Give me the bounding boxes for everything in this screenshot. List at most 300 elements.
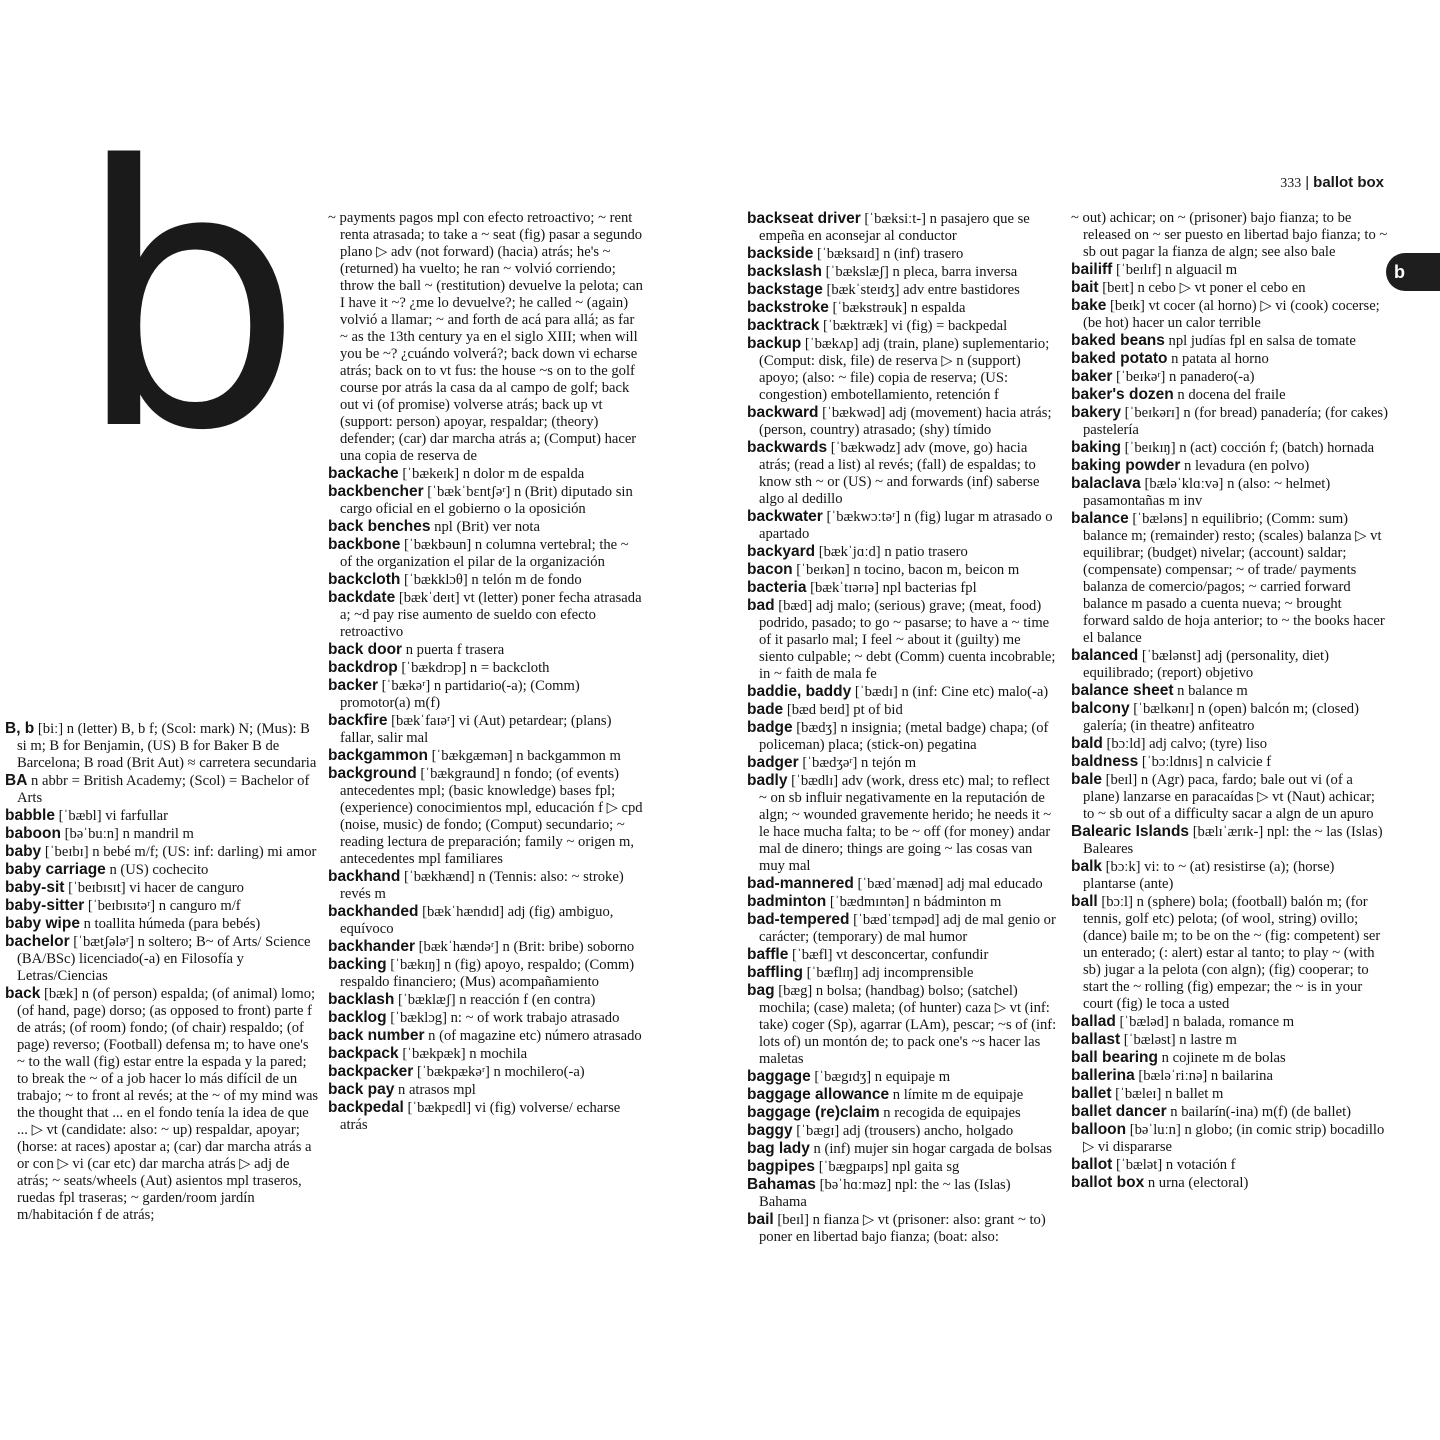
headword: backfire (328, 712, 388, 729)
dictionary-entry (747, 561, 1059, 579)
headword: bad-mannered (747, 875, 854, 892)
definition: [bɔːk] vi: to ~ (at) resistirse (a); (horse) plantarse (ante) (1083, 859, 1335, 892)
definition: [bækˈhændɪd] adj (fig) ambiguo, equívoco (340, 904, 614, 937)
definition: n recogida de equipajes (879, 1105, 1021, 1121)
headword: backseat driver (747, 210, 861, 227)
definition: [ˈbeɪbɪ] n bebé m/f; (US: inf: darling) mi amor (41, 844, 317, 860)
headword: baker's dozen (1071, 386, 1174, 403)
headword: backward (747, 404, 819, 421)
dictionary-entry (1071, 350, 1389, 368)
dictionary-entry (1071, 1085, 1389, 1103)
definition: [ˈbæklæʃ] n reacción f (en contra) (394, 992, 596, 1008)
definition: [ˈbæktræk] vi (fig) = backpedal (819, 318, 1008, 334)
dictionary-entry (747, 245, 1059, 263)
column-2 (328, 210, 644, 1134)
definition: [ˈbæbl] vi farfullar (54, 808, 169, 824)
definition: [ˈbækʌp] adj (train, plane) suplementario; (Comput: disk, file) de reserva ▷ n (support) apoyo; (also: ~ file) copia de reserva; (US: congestion) embotellamiento, retención f (759, 336, 1050, 403)
dictionary-entry (747, 508, 1059, 543)
dictionary-entry (328, 903, 644, 938)
definition: [ˈbædmɪntən] n bádminton m (826, 894, 1002, 910)
headword: bachelor (5, 933, 70, 950)
headword: backhand (328, 868, 401, 885)
definition: [ˈbeɪbɪsɪt] vi hacer de canguro (64, 880, 244, 896)
headword: back benches (328, 518, 431, 535)
headword: baddie, baddy (747, 683, 852, 700)
definition: [ˈbæklɔg] n: ~ of work trabajo atrasado (386, 1010, 620, 1026)
definition: [ˈbækˈbɛntʃəʳ] n (Brit) diputado sin cargo oficial en el gobierno o la oposición (340, 484, 633, 517)
headword: badger (747, 754, 799, 771)
dictionary-entry (328, 747, 644, 765)
headword: bakery (1071, 404, 1121, 421)
headword: baby-sitter (5, 897, 85, 914)
dictionary-entry (1071, 858, 1389, 893)
definition: n (US) cochecito (105, 862, 209, 878)
definition: n (of magazine etc) número atrasado (424, 1028, 642, 1044)
dictionary-entry (1071, 1067, 1389, 1085)
definition: [beɪt] n cebo ▷ vt poner el cebo en (1098, 280, 1306, 296)
headword: ballast (1071, 1031, 1121, 1048)
definition: [bæk] n (of person) espalda; (of animal) lomo; (of hand, page) dorso; (as opposed to front) parte f de atrás; (of room) fondo; (of chair) respaldo; (of page) reverso; (Football) defensa m; to have one's ~ to the wall (fig) estar entre la espada y la pared; to break the ~ of a job hacer lo más difícil de un trabajo; ~ to front al revés; at the ~ of my mind was the thought that ... en el fondo tenía la idea de que ... ▷ vt (candidate: also: ~ up) respaldar, apoyar; (horse: at races) apostar a; (car) dar marcha atrás a or con ▷ vi (car etc) dar marcha atrás ▷ adj de atrás; ~ seats/wheels (Aut) asientos mpl traseros, ruedas fpl traseras; ~ garden/room jardín m/habitación f de atrás; (17, 986, 319, 1223)
dictionary-entry (1071, 210, 1389, 261)
definition: [ˈbækklɔθ] n telón m de fondo (400, 572, 582, 588)
dictionary-entry (328, 868, 644, 903)
dictionary-entry (747, 701, 1059, 719)
dictionary-entry (747, 1140, 1059, 1158)
definition: [bəˈhɑːməz] npl: the ~ las (Islas) Bahama (759, 1177, 1011, 1210)
headword: bacteria (747, 579, 807, 596)
headword: bagpipes (747, 1158, 816, 1175)
headword: B, b (5, 720, 35, 737)
dictionary-entry (747, 263, 1059, 281)
definition: [ˈbækwəd] adj (movement) hacia atrás; (person, country) atrasado; (shy) tímido (759, 405, 1052, 438)
definition: [ˈbæflɪŋ] adj incomprensible (802, 965, 974, 981)
headword: backstroke (747, 299, 829, 316)
dictionary-entry (5, 915, 319, 933)
dictionary-entry (328, 589, 644, 641)
definition: [ˈbæksaɪd] n (inf) trasero (813, 246, 964, 262)
dictionary-entry (747, 597, 1059, 683)
dictionary-entry (1071, 1031, 1389, 1049)
headword: ballot box (1071, 1174, 1145, 1191)
headword: ballerina (1071, 1067, 1135, 1084)
dictionary-entry (328, 677, 644, 712)
dictionary-entry (1071, 753, 1389, 771)
headword: bake (1071, 297, 1107, 314)
headword: ballad (1071, 1013, 1116, 1030)
definition: [ˈbædlɪ] adv (work, dress etc) mal; to reflect ~ on sb influir negativamente en la reputación de algn; ~ wounded gravemente herido; he needs it ~ le hace mucha falta; to be ~ off (for money) andar mal de dinero; things are going ~ las cosas van muy mal (759, 773, 1052, 874)
headword: ballet (1071, 1085, 1112, 1102)
definition: [ˈbædɪ] n (inf: Cine etc) malo(-a) (851, 684, 1049, 700)
definition: ~ payments pagos mpl con efecto retroactivo; ~ rent renta atrasada; to take a ~ seat (fig) pasar a segundo plano ▷ adv (not forward) (hacia) atrás; he's ~ (returned) ha vuelto; he ran ~ volvió corriendo; throw the ball ~ (restitution) devuelve la pelota; can I have it ~? ¿me lo devuelve?; he called ~ (again) volvió a llamar; ~ and forth de acá para allá; as far ~ as the 13th century ya en el siglo XIII; when will you be ~? ¿cuándo volverá?; back down vi echarse atrás; back on to vt fus: the house ~s on to the golf course por atrás la casa da al campo de golf; back out vi (of promise) volverse atrás; back up vt (support: person) apoyar, respaldar; (theory) defender; (car) dar marcha atrás a; (Comput) hacer una copia de reserva de (328, 210, 643, 464)
dictionary-entry (328, 536, 644, 571)
definition: [ˈbædʒəʳ] n tejón m (798, 755, 917, 771)
dictionary-entry (747, 772, 1059, 875)
definition: n urna (electoral) (1144, 1175, 1249, 1191)
definition: n atrasos mpl (394, 1082, 476, 1098)
dictionary-entry (1071, 297, 1389, 332)
definition: [bækˈjɑːd] n patio trasero (815, 544, 968, 560)
dictionary-entry (328, 956, 644, 991)
definition: npl (Brit) ver nota (430, 519, 540, 535)
headword: baked potato (1071, 350, 1168, 367)
dictionary-entry (328, 712, 644, 747)
definition: [ˈbeɪlɪf] n alguacil m (1112, 262, 1238, 278)
definition: [bækˈhændəʳ] n (Brit: bribe) soborno (415, 939, 635, 955)
definition: [ˈbædˈmænəd] adj mal educado (853, 876, 1043, 892)
definition: [ˈbækbəun] n columna vertebral; the ~ of the organization el pilar de la organización (340, 537, 629, 570)
headword: backstage (747, 281, 823, 298)
headword: backtrack (747, 317, 820, 334)
definition: [ˈbægɪ] adj (trousers) ancho, holgado (792, 1123, 1014, 1139)
definition: ~ out) achicar; on ~ (prisoner) bajo fianza; to be released on ~ ser puesto en libertad bajo fianza; to ~ sb out pagar la fianza de algn; see also bale (1071, 210, 1388, 260)
definition: [ˈbækstrəuk] n espalda (828, 300, 966, 316)
headword: backing (328, 956, 387, 973)
headword: balance sheet (1071, 682, 1174, 699)
dictionary-entry (5, 861, 319, 879)
dictionary-entry (1071, 1103, 1389, 1121)
headword: ball bearing (1071, 1049, 1158, 1066)
dictionary-entry (1071, 439, 1389, 457)
definition: [ˈbækdrɔp] n = backcloth (397, 660, 550, 676)
dictionary-entry (747, 893, 1059, 911)
dictionary-entry (747, 1086, 1059, 1104)
headword: baby-sit (5, 879, 65, 896)
definition: n abbr = British Academy; (Scol) = Bachelor of Arts (17, 773, 310, 806)
definition: [ˈbæləst] n lastre m (1120, 1032, 1237, 1048)
headword: backer (328, 677, 378, 694)
dictionary-entry (5, 825, 319, 843)
headword: back pay (328, 1081, 395, 1098)
dictionary-entry (1071, 893, 1389, 1013)
definition: [bækˈfaɪəʳ] vi (Aut) petardear; (plans) fallar, salir mal (340, 713, 612, 746)
definition: n (inf) mujer sin hogar cargada de bolsas (809, 1141, 1052, 1157)
headword: backbone (328, 536, 401, 553)
dictionary-entry (747, 1068, 1059, 1086)
headword: baby wipe (5, 915, 80, 932)
headword: backpedal (328, 1099, 404, 1116)
headword: baked beans (1071, 332, 1165, 349)
headword: back number (328, 1027, 425, 1044)
definition: n puerta f trasera (402, 642, 505, 658)
dictionary-entry (747, 404, 1059, 439)
definition: [ˈbɔːldnɪs] n calvicie f (1138, 754, 1272, 770)
definition: [bædʒ] n insignia; (metal badge) chapa; (of policeman) placa; (stick-on) pegatina (759, 720, 1049, 753)
headword: bad (747, 597, 775, 614)
dictionary-entry (1071, 457, 1389, 475)
dictionary-entry (747, 1104, 1059, 1122)
dictionary-entry (5, 772, 319, 807)
headword: Bahamas (747, 1176, 816, 1193)
dictionary-entry (747, 439, 1059, 508)
definition: [ˈbeɪkən] n tocino, bacon m, beicon m (792, 562, 1020, 578)
definition: n balance m (1173, 683, 1248, 699)
headword: bale (1071, 771, 1103, 788)
definition: [beɪl] n fianza ▷ vt (prisoner: also: grant ~ to) poner en libertad bajo fianza; (boat: also: (759, 1212, 1046, 1245)
dictionary-entry (747, 281, 1059, 299)
definition: [ˈbækpækəʳ] n mochilero(-a) (413, 1064, 585, 1080)
dictionary-entry (1071, 332, 1389, 350)
dictionary-entry (747, 754, 1059, 772)
dictionary-entry (5, 933, 319, 985)
dictionary-entry (1071, 1156, 1389, 1174)
definition: npl judías fpl en salsa de tomate (1164, 333, 1356, 349)
dictionary-entry (328, 1009, 644, 1027)
headword: backslash (747, 263, 822, 280)
dictionary-entry (747, 1211, 1059, 1246)
headword: backbencher (328, 483, 424, 500)
dictionary-entry (328, 210, 644, 465)
dictionary-entry (5, 807, 319, 825)
dictionary-entry (747, 683, 1059, 701)
headword: backache (328, 465, 399, 482)
dictionary-entry (1071, 1174, 1389, 1192)
column-1 (5, 720, 319, 1224)
dictionary-entry (747, 1158, 1059, 1176)
dictionary-entry (328, 765, 644, 868)
headword: backhander (328, 938, 416, 955)
definition: [bælɪˈærɪk-] npl: the ~ las (Islas) Baleares (1083, 824, 1383, 857)
dictionary-entry (747, 1176, 1059, 1211)
dictionary-entry (1071, 386, 1389, 404)
headword: bald (1071, 735, 1103, 752)
definition: n patata al horno (1167, 351, 1269, 367)
dictionary-entry (747, 579, 1059, 597)
headword: backgammon (328, 747, 428, 764)
headword: backhanded (328, 903, 419, 920)
dictionary-entry (328, 1081, 644, 1099)
headword: baffling (747, 964, 803, 981)
definition: n docena del fraile (1173, 387, 1286, 403)
dictionary-entry (747, 317, 1059, 335)
dictionary-entry (328, 1099, 644, 1134)
definition: [ˈbækgraund] n fondo; (of events) antecedentes mpl; (basic knowledge) bases fpl; (experience) conocimientos mpl, educación f ▷ cpd (noise, music) de fondo; (Comput) secundario; ~ reading lectura de preparación; family ~ origen m, antecedentes mpl familiares (340, 766, 643, 867)
definition: [ˈbækslæʃ] n pleca, barra inversa (821, 264, 1018, 280)
definition: [bɔːl] n (sphere) bola; (football) balón m; (for tennis, golf etc) pelota; (of wool, string) ovillo; (dance) baile m; to be on the ~ (fig: competent) ser un enterado; (: alert) estar al tanto; to play ~ (with sb) jugar a la pelota (con algn); (fig) cooperar; to start the ~ rolling (fig) empezar; the ~ is in your court (fig) le toca a usted (1083, 894, 1381, 1012)
headword: balanced (1071, 647, 1139, 664)
dictionary-entry (328, 991, 644, 1009)
headword: baggage allowance (747, 1086, 890, 1103)
headword: bait (1071, 279, 1099, 296)
headword: backpacker (328, 1063, 414, 1080)
definition: [ˈbækɪŋ] n (fig) apoyo, respaldo; (Comm) respaldo financiero; (Mus) acompañamiento (340, 957, 635, 990)
headword: baking (1071, 439, 1121, 456)
dictionary-entry (1071, 682, 1389, 700)
dictionary-entry (328, 938, 644, 956)
definition: [ˈbæleɪ] n ballet m (1111, 1086, 1224, 1102)
definition: [ˈbælət] n votación f (1112, 1157, 1236, 1173)
dictionary-entry (747, 875, 1059, 893)
headword: balk (1071, 858, 1103, 875)
dictionary-entry (328, 641, 644, 659)
dictionary-entry (5, 843, 319, 861)
headword: backwater (747, 508, 823, 525)
headword: ball (1071, 893, 1098, 910)
dictionary-entry (1071, 1121, 1389, 1156)
dictionary-entry (747, 719, 1059, 754)
headword: backpack (328, 1045, 399, 1062)
header-separator: | (1305, 174, 1310, 191)
headword: balloon (1071, 1121, 1127, 1138)
dictionary-entry (1071, 1013, 1389, 1031)
headword: badly (747, 772, 788, 789)
dictionary-entry (747, 543, 1059, 561)
headword: backside (747, 245, 814, 262)
headword: bag lady (747, 1140, 810, 1157)
definition: [biː] n (letter) B, b f; (Scol: mark) N; (Mus): B si m; B for Benjamin, (US) B for Baker B de Barcelona; B road (Brit Aut) ≈ carretera secundaria (17, 721, 317, 771)
definition: [bəˈbuːn] n mandril m (60, 826, 194, 842)
definition: [ˈbædˈtɛmpəd] adj de mal genio or carácter; (temporary) de mal humor (759, 912, 1056, 945)
dictionary-entry (1071, 647, 1389, 682)
dictionary-entry (5, 879, 319, 897)
headword: backlog (328, 1009, 387, 1026)
definition: n bailarín(-ina) m(f) (de ballet) (1166, 1104, 1351, 1120)
dictionary-entry (1071, 735, 1389, 753)
headword: baggy (747, 1122, 793, 1139)
dictionary-entry (328, 571, 644, 589)
headword: background (328, 765, 417, 782)
definition: [ˈbeɪkɪŋ] n (act) cocción f; (batch) hornada (1120, 440, 1375, 456)
headword: balance (1071, 510, 1129, 527)
headword: badminton (747, 893, 827, 910)
headword: backdate (328, 589, 396, 606)
definition: n cojinete m de bolas (1158, 1050, 1286, 1066)
headword: ballot (1071, 1156, 1113, 1173)
headword: back door (328, 641, 403, 658)
headword: backdrop (328, 659, 398, 676)
definition: [ˈbæləd] n balada, romance m (1115, 1014, 1295, 1030)
definition: [ˈbæləns] n equilibrio; (Comm: sum) balance m; (remainder) resto; (scales) balanza ▷ vt equilibrar; (budget) nivelar; (account) saldar; (compensate) compensar; ~ of trade/ payments balanza de comercio/pagos; ~ carried forward balance m pasado a cuenta nueva; ~ brought forward saldo de hoja anterior; to ~ the books hacer el balance (1083, 511, 1385, 646)
dictionary-entry (747, 210, 1059, 245)
dictionary-entry (1071, 404, 1389, 439)
definition: [bɔːld] adj calvo; (tyre) liso (1102, 736, 1267, 752)
definition: [beɪl] n (Agr) paca, fardo; bale out vi (of a plane) lanzarse en paracaídas ▷ vt (Naut) achicar; to ~ sb out of a difficulty sacar a algn de un apuro (1083, 772, 1375, 822)
headword: baggage (re)claim (747, 1104, 880, 1121)
dictionary-entry (747, 946, 1059, 964)
dictionary-entry (328, 518, 644, 536)
headword: baggage (747, 1068, 811, 1085)
definition: [bæg] n bolsa; (handbag) bolso; (satchel) mochila; (case) maleta; (of hunter) caza ▷ vt (inf: take) coger (Sp), agarrar (LAm), pescar; ~s of (inf: lots of) un montón de; to pack one's ~s hacer las maletas (759, 983, 1057, 1067)
dictionary-entry (1071, 261, 1389, 279)
dictionary-entry (747, 911, 1059, 946)
definition: [ˈbælənst] adj (personality, diet) equilibrado; (report) objetivo (1083, 648, 1329, 681)
dictionary-entry (747, 964, 1059, 982)
headword: babble (5, 807, 55, 824)
dictionary-entry (1071, 279, 1389, 297)
headword: baldness (1071, 753, 1139, 770)
dictionary-entry (747, 299, 1059, 317)
headword: baking powder (1071, 457, 1181, 474)
definition: [bækˈtɪərɪə] npl bacterias fpl (806, 580, 977, 596)
headword: back (5, 985, 41, 1002)
column-4 (1071, 210, 1389, 1192)
headword: baker (1071, 368, 1113, 385)
page-number: 333 (1280, 176, 1302, 191)
dictionary-entry (328, 1045, 644, 1063)
headword: backlash (328, 991, 395, 1008)
definition: [bæd beɪd] pt of bid (783, 702, 903, 718)
dictionary-entry (328, 465, 644, 483)
dictionary-entry (1071, 368, 1389, 386)
dictionary-entry (1071, 771, 1389, 823)
dictionary-entry (747, 335, 1059, 404)
headword: backyard (747, 543, 816, 560)
definition: [ˈbæfl] vt desconcertar, confundir (788, 947, 989, 963)
definition: [bækˈdeɪt] vt (letter) poner fecha atrasada a; ~d pay rise aumento de sueldo con efecto retroactivo (340, 590, 642, 640)
dictionary-entry (5, 720, 319, 772)
headword: baby carriage (5, 861, 106, 878)
dictionary-entry (1071, 700, 1389, 735)
headword: BA (5, 772, 28, 789)
dictionary-entry (1071, 1049, 1389, 1067)
headword: backup (747, 335, 802, 352)
headword: ballet dancer (1071, 1103, 1167, 1120)
headword: balcony (1071, 700, 1130, 717)
definition: [bəˈluːn] n globo; (in comic strip) bocadillo ▷ vi dispararse (1083, 1122, 1385, 1155)
definition: [ˈbækəʳ] n partidario(-a); (Comm) promotor(a) m(f) (340, 678, 580, 711)
column-3 (747, 210, 1059, 1246)
thumb-index-tab: b (1386, 253, 1440, 291)
dictionary-entry (1071, 475, 1389, 510)
page-header (1280, 174, 1384, 192)
headword: bad-tempered (747, 911, 850, 928)
headword: bail (747, 1211, 774, 1228)
dictionary-entry (5, 985, 319, 1224)
headword: bacon (747, 561, 793, 578)
headword: balaclava (1071, 475, 1141, 492)
dictionary-entry (328, 1027, 644, 1045)
definition: [bæləˈklɑːvə] n (also: ~ helmet) pasamontañas m inv (1083, 476, 1331, 509)
definition: [ˈbækpæk] n mochila (398, 1046, 528, 1062)
dictionary-entry (328, 1063, 644, 1081)
definition: n toallita húmeda (para bebés) (79, 916, 261, 932)
headword: Balearic Islands (1071, 823, 1190, 840)
definition: [ˈbækwɔːtəʳ] n (fig) lugar m atrasado o apartado (759, 509, 1053, 542)
dictionary-entry (747, 1122, 1059, 1140)
definition: [ˈbeɪkəʳ] n panadero(-a) (1112, 369, 1255, 385)
definition: n límite m de equipaje (889, 1087, 1024, 1103)
definition: [bæləˈriːnə] n bailarina (1134, 1068, 1273, 1084)
definition: [ˈbætʃələʳ] n soltero; B~ of Arts/ Science (BA/BSc) licenciado(-a) en Filosofía y Letras/Ciencias (17, 934, 311, 984)
definition: [ˈbægɪdʒ] n equipaje m (810, 1069, 951, 1085)
definition: [bækˈsteɪdʒ] adv entre bastidores (822, 282, 1020, 298)
definition: [beɪk] vt cocer (al horno) ▷ vi (cook) cocerse; (be hot) hacer un calor terrible (1083, 298, 1380, 331)
dictionary-entry (5, 897, 319, 915)
headword: bade (747, 701, 784, 718)
definition: [ˈbækgæmən] n backgammon m (427, 748, 621, 764)
definition: [ˈbækeɪk] n dolor m de espalda (398, 466, 585, 482)
definition: [ˈbækpɛdl] vi (fig) volverse/ echarse atrás (340, 1100, 621, 1133)
headword: badge (747, 719, 793, 736)
headword: backwards (747, 439, 828, 456)
dictionary-entry (328, 659, 644, 677)
dictionary-entry (1071, 510, 1389, 647)
definition: [ˈbæksiːt-] n pasajero que se empeña en aconsejar al conductor (759, 211, 1030, 244)
dictionary-entry (1071, 823, 1389, 858)
definition: [ˈbækwədz] adv (move, go) hacia atrás; (read a list) al revés; (fall) de espaldas; to know sth ~ or (US) ~ and forwards (inf) saberse algo al dedillo (759, 440, 1040, 507)
definition: [ˈbælkənɪ] n (open) balcón m; (closed) galería; (in theatre) anfiteatro (1083, 701, 1359, 734)
dictionary-entry (747, 982, 1059, 1068)
definition: [ˈbeɪkərɪ] n (for bread) panadería; (for cakes) pastelería (1083, 405, 1388, 438)
headword: baby (5, 843, 42, 860)
dictionary-entry (328, 483, 644, 518)
headword: baboon (5, 825, 61, 842)
definition: n levadura (en polvo) (1180, 458, 1310, 474)
definition: [ˈbækhænd] n (Tennis: also: ~ stroke) revés m (340, 869, 624, 902)
definition: [ˈbeɪbɪsɪtəʳ] n canguro m/f (84, 898, 241, 914)
headword: bag (747, 982, 775, 999)
headword: backcloth (328, 571, 401, 588)
definition: [ˈbægpaɪps] npl gaita sg (815, 1159, 960, 1175)
